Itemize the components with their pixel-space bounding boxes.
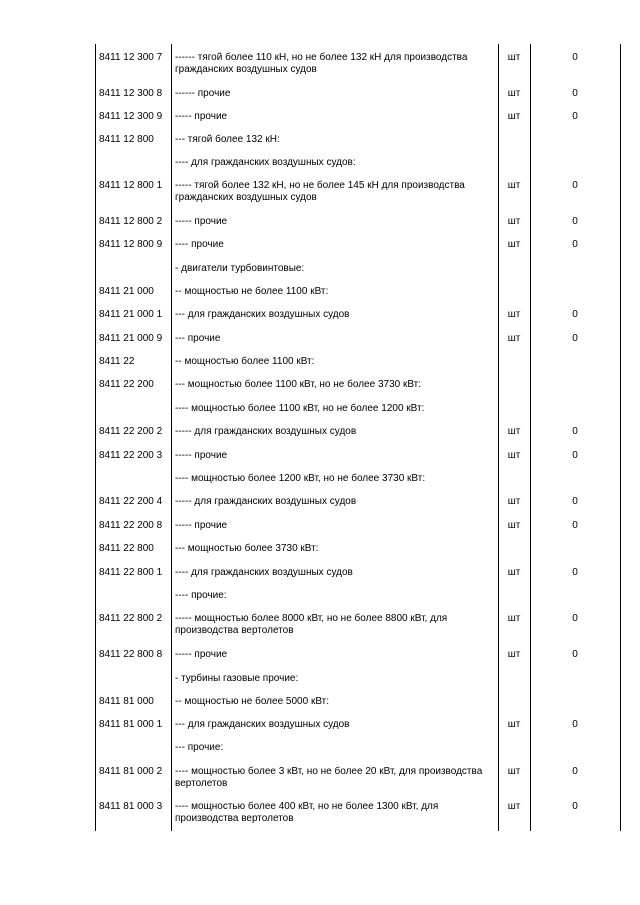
tariff-code: 8411 22 800 2 [99, 613, 163, 624]
item-description: ----- прочие [175, 111, 228, 122]
item-description: ----- для гражданских воздушных судов [175, 426, 357, 437]
item-description: ---- мощностью более 1200 кВт, но не более 3730 кВт: [175, 473, 426, 484]
item-description: ----- прочие [175, 520, 228, 531]
column-divider [171, 44, 172, 831]
unit-of-measure: шт [507, 180, 521, 191]
item-description: --- мощностью более 3730 кВт: [175, 543, 319, 554]
tariff-code: 8411 22 200 4 [99, 496, 163, 507]
duty-rate: 0 [572, 766, 578, 777]
item-description: ------ прочие [175, 88, 231, 99]
unit-of-measure: шт [507, 801, 521, 812]
tariff-code: 8411 12 800 [99, 134, 154, 145]
item-description: ---- мощностью более 400 кВт, но не более 1300 кВт, для производства вертолетов [175, 801, 439, 824]
item-description: -- мощностью не более 1100 кВт: [175, 286, 329, 297]
tariff-code: 8411 22 800 1 [99, 567, 163, 578]
duty-rate: 0 [572, 520, 578, 531]
unit-of-measure: шт [507, 496, 521, 507]
duty-rate: 0 [572, 111, 578, 122]
item-description: --- прочие [175, 333, 221, 344]
duty-rate: 0 [572, 88, 578, 99]
unit-of-measure: шт [507, 450, 521, 461]
unit-of-measure: шт [507, 88, 521, 99]
tariff-code: 8411 22 800 [99, 543, 154, 554]
duty-rate: 0 [572, 719, 578, 730]
item-description: ---- прочие [175, 239, 224, 250]
tariff-code: 8411 12 800 9 [99, 239, 163, 250]
tariff-code: 8411 12 300 7 [99, 52, 163, 63]
unit-of-measure: шт [507, 613, 521, 624]
duty-rate: 0 [572, 180, 578, 191]
tariff-code: 8411 22 200 2 [99, 426, 163, 437]
tariff-code: 8411 81 000 [99, 696, 154, 707]
unit-of-measure: шт [507, 309, 521, 320]
unit-of-measure: шт [507, 567, 521, 578]
column-divider [498, 44, 499, 831]
duty-rate: 0 [572, 613, 578, 624]
duty-rate: 0 [572, 333, 578, 344]
unit-of-measure: шт [507, 426, 521, 437]
unit-of-measure: шт [507, 649, 521, 660]
item-description: ---- мощностью более 1100 кВт, но не более 1200 кВт: [175, 403, 425, 414]
item-description: ----- тягой более 132 кН, но не более 145 кН для производства гражданских воздушных судов [175, 180, 465, 203]
tariff-code: 8411 21 000 1 [99, 309, 163, 320]
unit-of-measure: шт [507, 111, 521, 122]
column-divider [95, 44, 96, 831]
item-description: --- мощностью более 1100 кВт, но не более 3730 кВт: [175, 379, 422, 390]
tariff-code: 8411 12 300 9 [99, 111, 163, 122]
item-description: ---- для гражданских воздушных судов [175, 567, 353, 578]
item-description: -- мощностью не более 5000 кВт: [175, 696, 330, 707]
item-description: ---- мощностью более 3 кВт, но не более 20 кВт, для производства вертолетов [175, 766, 483, 789]
item-description: ----- для гражданских воздушных судов [175, 496, 357, 507]
item-description: ---- прочие: [175, 590, 227, 601]
tariff-code: 8411 22 200 3 [99, 450, 163, 461]
duty-rate: 0 [572, 649, 578, 660]
item-description: --- тягой более 132 кН: [175, 134, 280, 145]
item-description: - турбины газовые прочие: [175, 673, 299, 684]
duty-rate: 0 [572, 52, 578, 63]
duty-rate: 0 [572, 801, 578, 812]
tariff-code: 8411 12 300 8 [99, 88, 163, 99]
duty-rate: 0 [572, 239, 578, 250]
item-description: ---- для гражданских воздушных судов: [175, 157, 356, 168]
unit-of-measure: шт [507, 766, 521, 777]
item-description: ----- прочие [175, 649, 228, 660]
duty-rate: 0 [572, 496, 578, 507]
duty-rate: 0 [572, 426, 578, 437]
duty-rate: 0 [572, 567, 578, 578]
item-description: --- прочие: [175, 742, 224, 753]
item-description: ------ тягой более 110 кН, но не более 132 кН для производства гражданских воздушных судов [175, 52, 468, 75]
duty-rate: 0 [572, 309, 578, 320]
tariff-code: 8411 12 800 2 [99, 216, 163, 227]
item-description: -- мощностью более 1100 кВт: [175, 356, 315, 367]
tariff-code: 8411 21 000 [99, 286, 154, 297]
duty-rate: 0 [572, 216, 578, 227]
tariff-code: 8411 22 200 8 [99, 520, 163, 531]
unit-of-measure: шт [507, 52, 521, 63]
tariff-code: 8411 81 000 3 [99, 801, 163, 812]
unit-of-measure: шт [507, 216, 521, 227]
tariff-code: 8411 22 [99, 356, 135, 367]
tariff-code: 8411 81 000 1 [99, 719, 163, 730]
unit-of-measure: шт [507, 333, 521, 344]
item-description: ----- прочие [175, 450, 228, 461]
item-description: --- для гражданских воздушных судов [175, 719, 350, 730]
tariff-code: 8411 22 800 8 [99, 649, 163, 660]
column-divider [620, 44, 621, 831]
unit-of-measure: шт [507, 239, 521, 250]
unit-of-measure: шт [507, 719, 521, 730]
item-description: - двигатели турбовинтовые: [175, 263, 305, 274]
duty-rate: 0 [572, 450, 578, 461]
tariff-code: 8411 22 200 [99, 379, 154, 390]
tariff-code: 8411 21 000 9 [99, 333, 163, 344]
tariff-code: 8411 81 000 2 [99, 766, 163, 777]
item-description: ----- мощностью более 8000 кВт, но не более 8800 кВт, для производства вертолетов [175, 613, 448, 636]
item-description: --- для гражданских воздушных судов [175, 309, 350, 320]
unit-of-measure: шт [507, 520, 521, 531]
tariff-code: 8411 12 800 1 [99, 180, 163, 191]
item-description: ----- прочие [175, 216, 228, 227]
